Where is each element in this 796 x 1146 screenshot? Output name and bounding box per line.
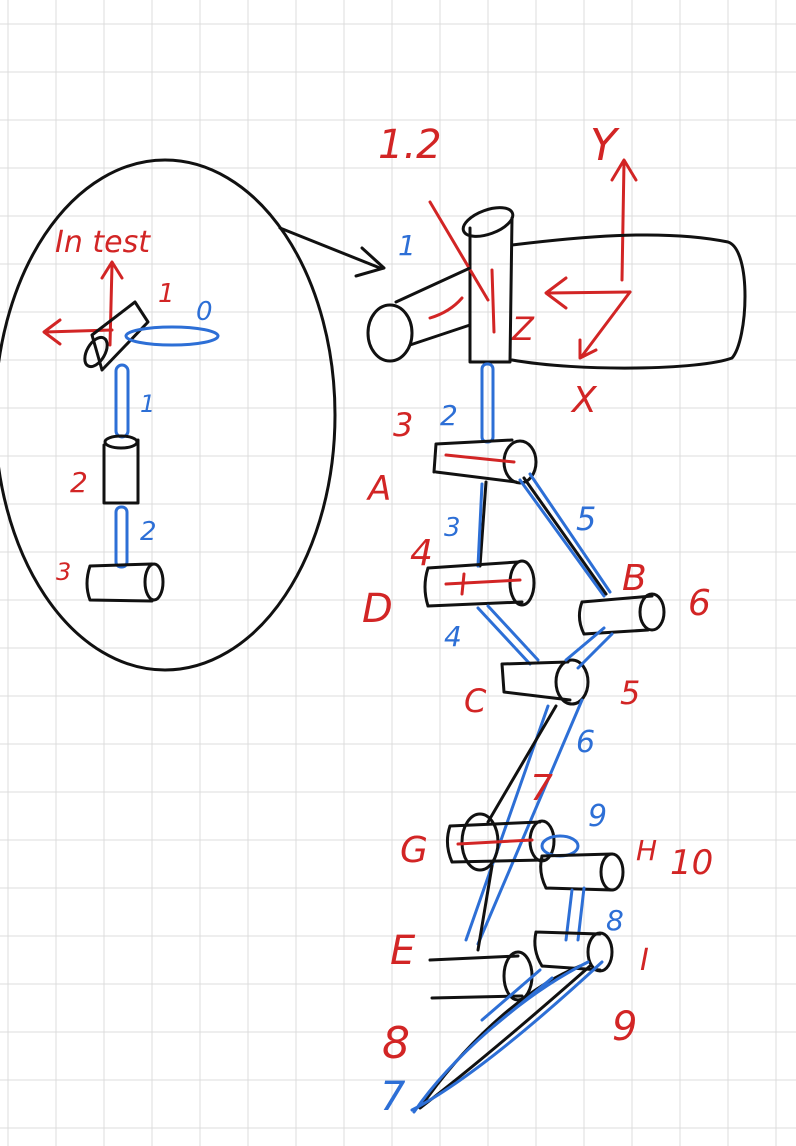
joint-E-face — [504, 952, 532, 1000]
blue-label-1: 1 — [398, 229, 416, 262]
label-C: C — [464, 682, 487, 720]
inset-label-1: 1 — [158, 279, 175, 309]
inset-axis-left — [45, 330, 112, 332]
blue-label-2: 2 — [440, 399, 458, 432]
base-red-stroke-3 — [430, 298, 462, 318]
inset-ellipse — [0, 160, 335, 670]
axis-x-label: X — [572, 380, 597, 421]
label-G: G — [400, 830, 428, 871]
inset-blue-2: 2 — [140, 517, 157, 547]
inset-arrow-head — [356, 248, 384, 276]
blue-label-4: 4 — [444, 620, 462, 653]
inset-title: In test — [55, 225, 151, 260]
blue-label-8: 8 — [606, 904, 624, 937]
torso-block — [512, 235, 745, 368]
link-4 — [478, 606, 538, 664]
label-B: B — [622, 558, 647, 599]
label-A: A — [368, 469, 392, 509]
axis-z-line — [548, 292, 630, 293]
label-8: 8 — [382, 1018, 410, 1069]
main-top-label: 1.2 — [378, 122, 442, 168]
base-red-stroke-1 — [430, 202, 488, 300]
base-red-stroke-2 — [492, 270, 494, 332]
label-10: 10 — [670, 843, 714, 883]
label-7: 7 — [530, 768, 553, 809]
inset-diagram — [0, 160, 384, 670]
axis-z-label: Z — [512, 310, 534, 348]
inset-label-3: 3 — [56, 558, 72, 586]
label-6: 6 — [688, 583, 711, 624]
joint-H-face — [601, 854, 623, 890]
axis-y-label: Y — [590, 120, 617, 171]
label-H: H — [636, 834, 658, 867]
label-3: 3 — [393, 406, 414, 444]
shoulder-cylinder — [396, 268, 470, 345]
label-9: 9 — [612, 1004, 638, 1050]
inset-axis-up — [110, 265, 112, 345]
axis-y-line — [622, 162, 624, 280]
inset-label-2: 2 — [70, 466, 88, 499]
inset-blue-0: 0 — [196, 297, 213, 327]
inset-joint-3 — [87, 564, 152, 601]
joint-C-face — [556, 660, 588, 704]
joint-B-face — [640, 594, 664, 630]
blue-label-7: 7 — [380, 1074, 406, 1120]
inset-blue-1: 1 — [140, 390, 156, 418]
label-4: 4 — [410, 533, 433, 574]
inset-link-0 — [126, 327, 218, 345]
label-I: I — [640, 943, 649, 978]
blue-label-6: 6 — [576, 725, 596, 760]
joint-D-face — [510, 561, 534, 605]
inset-link-2 — [116, 507, 127, 567]
link-9 — [542, 836, 578, 856]
blue-label-5: 5 — [576, 500, 597, 538]
label-E: E — [390, 928, 416, 974]
blue-label-9: 9 — [588, 799, 608, 834]
inset-link-1 — [116, 365, 128, 437]
joint-D-red-tick — [462, 574, 464, 594]
blue-label-3: 3 — [444, 513, 461, 543]
shoulder-cylinder-face — [368, 305, 412, 361]
label-D: D — [362, 586, 393, 632]
axis-x-line — [582, 292, 630, 356]
inset-joint-3-face — [145, 564, 163, 600]
base-cylinder — [470, 218, 512, 362]
link-G-E — [478, 866, 492, 950]
main-diagram — [362, 120, 745, 1120]
label-5: 5 — [620, 674, 641, 712]
